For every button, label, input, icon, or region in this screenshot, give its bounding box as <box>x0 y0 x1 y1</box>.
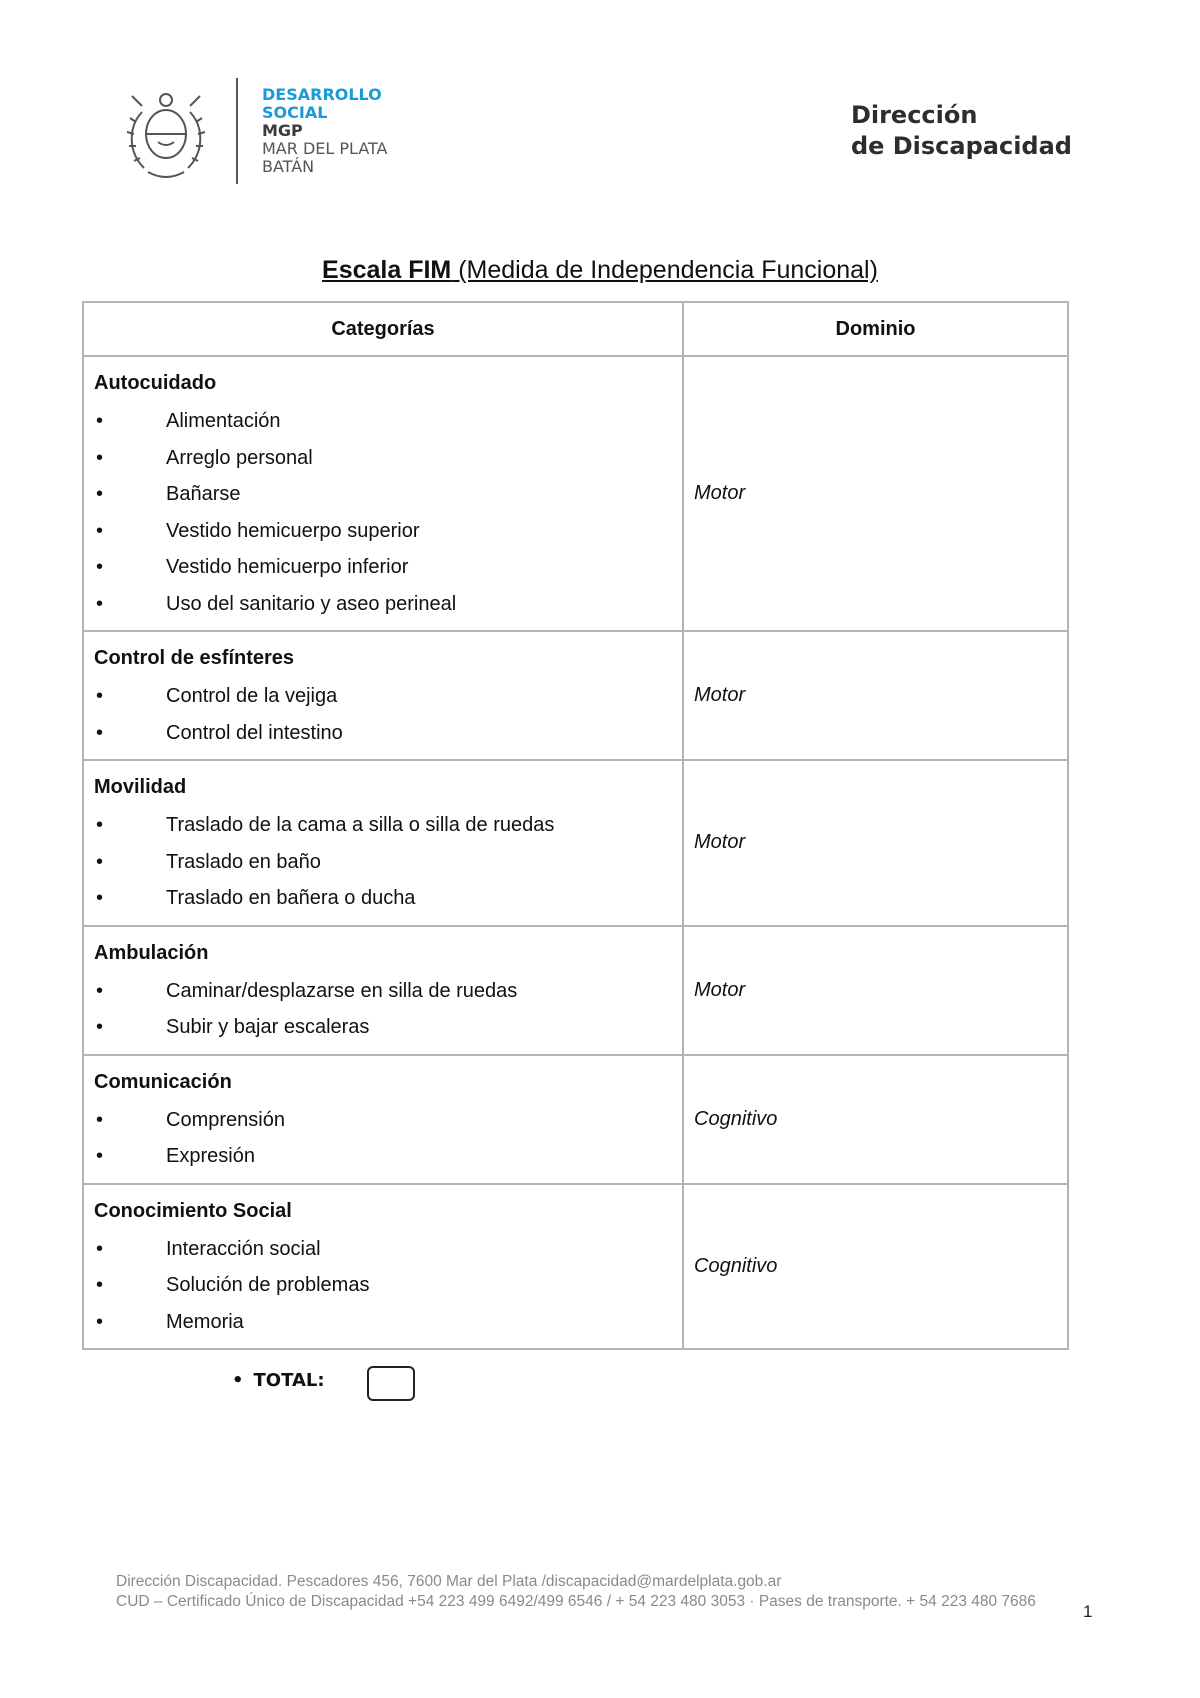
list-item <box>94 513 672 550</box>
item-label: Bañarse <box>166 483 241 505</box>
total-line <box>232 1370 325 1391</box>
list-item <box>94 440 672 477</box>
item-label: Subir y bajar escaleras <box>166 1016 370 1038</box>
category-cell <box>83 356 683 631</box>
bullet-icon: • <box>232 1370 244 1391</box>
item-label: Alimentación <box>166 410 281 432</box>
item-label: Control de la vejiga <box>166 685 338 707</box>
item-list <box>94 1231 672 1341</box>
category-title: Comunicación <box>94 1070 232 1093</box>
list-item <box>94 1009 672 1046</box>
title-rest: (Medida de Independencia Funcional) <box>451 256 878 284</box>
list-item <box>94 1267 672 1304</box>
direction-line: Dirección <box>850 101 978 129</box>
list-item <box>94 549 672 586</box>
item-list <box>94 1102 672 1175</box>
item-list <box>94 973 672 1046</box>
list-item <box>94 1231 672 1268</box>
title-bold: Escala FIM <box>322 256 452 284</box>
item-label: Uso del sanitario y aseo perineal <box>166 592 457 615</box>
list-item <box>94 1138 672 1175</box>
item-label: Solución de problemas <box>166 1274 370 1296</box>
list-item <box>94 1304 672 1341</box>
direction-title <box>851 100 1072 162</box>
bullet-icon: • <box>96 556 104 578</box>
table-row <box>83 1184 1068 1350</box>
bullet-icon: • <box>96 721 104 744</box>
category-title: Conocimiento Social <box>94 1199 292 1222</box>
footer-line: Dirección Discapacidad. Pescadores 456, 7600 Mar del Plata /discapacidad@mardelplata.gob.ar <box>116 1573 782 1590</box>
table-row <box>83 926 1068 1055</box>
domain-cell: Cognitivo <box>683 1055 1068 1184</box>
item-label: Arreglo personal <box>166 446 313 469</box>
item-label: Control del intestino <box>166 721 343 744</box>
column-header: Categorías <box>83 302 683 356</box>
item-label: Traslado en baño <box>166 850 321 873</box>
domain-cell: Motor <box>683 926 1068 1055</box>
bullet-icon: • <box>96 592 104 615</box>
page-title <box>0 256 1200 285</box>
bullet-icon: • <box>96 1016 104 1038</box>
bullet-icon: • <box>96 685 104 707</box>
category-title: Movilidad <box>94 776 187 798</box>
bullet-icon: • <box>96 1274 104 1296</box>
list-item <box>94 586 672 623</box>
brand-line: SOCIAL <box>262 103 328 122</box>
bullet-icon: • <box>96 1310 104 1333</box>
item-list <box>94 678 672 751</box>
category-cell <box>83 631 683 760</box>
list-item <box>94 1102 672 1139</box>
page-number: 1 <box>1083 1602 1093 1621</box>
bullet-icon: • <box>96 1145 104 1167</box>
list-item <box>94 973 672 1010</box>
bullet-icon: • <box>96 1237 104 1260</box>
item-label: Memoria <box>166 1310 244 1333</box>
coat-of-arms-icon <box>118 82 214 186</box>
table-row <box>83 356 1068 631</box>
item-label: Interacción social <box>166 1237 321 1260</box>
column-header: Dominio <box>683 302 1068 356</box>
domain-cell: Motor <box>683 631 1068 760</box>
category-cell <box>83 1184 683 1350</box>
footer <box>116 1572 1036 1612</box>
table-row <box>83 631 1068 760</box>
domain-cell: Motor <box>683 356 1068 631</box>
list-item <box>94 844 672 881</box>
bullet-icon: • <box>96 979 104 1002</box>
category-title: Control de esfínteres <box>94 647 295 669</box>
table-body <box>83 356 1068 1349</box>
domain-cell: Motor <box>683 760 1068 926</box>
list-item <box>94 403 672 440</box>
bullet-icon: • <box>96 519 104 542</box>
category-cell <box>83 760 683 926</box>
brand-line: MGP <box>262 121 303 140</box>
category-title: Autocuidado <box>94 372 217 394</box>
brand-block <box>262 86 388 176</box>
brand-line: BATÁN <box>262 157 315 176</box>
domain-cell: Cognitivo <box>683 1184 1068 1350</box>
brand-line: MAR DEL PLATA <box>262 139 388 158</box>
list-item <box>94 880 672 917</box>
bullet-icon: • <box>96 814 104 836</box>
item-list <box>94 807 672 917</box>
category-cell <box>83 1055 683 1184</box>
list-item <box>94 678 672 715</box>
footer-line: CUD – Certificado Único de Discapacidad +54 223 499 6492/499 6546 / + 54 223 480 3053 · Pases de transporte. + 54 223 480 7686 <box>116 1593 1036 1610</box>
item-label: Vestido hemicuerpo inferior <box>166 556 409 578</box>
category-title: Ambulación <box>94 941 209 964</box>
bullet-icon: • <box>96 483 104 505</box>
bullet-icon: • <box>96 410 104 432</box>
total-input[interactable] <box>367 1366 415 1401</box>
item-label: Expresión <box>166 1145 255 1167</box>
list-item <box>94 715 672 752</box>
divider <box>236 78 238 184</box>
table-row <box>83 760 1068 926</box>
item-list <box>94 403 672 622</box>
list-item <box>94 807 672 844</box>
fim-table <box>82 301 1069 1350</box>
item-label: Traslado de la cama a silla o silla de ruedas <box>166 814 555 836</box>
table-row <box>83 1055 1068 1184</box>
item-label: Caminar/desplazarse en silla de ruedas <box>166 979 518 1002</box>
letterhead <box>0 0 1200 200</box>
item-label: Comprensión <box>166 1108 285 1131</box>
bullet-icon: • <box>96 446 104 469</box>
total-label: TOTAL: <box>253 1370 325 1391</box>
table-header-row <box>83 302 1068 356</box>
item-label: Traslado en bañera o ducha <box>166 887 416 909</box>
bullet-icon: • <box>96 850 104 873</box>
item-label: Vestido hemicuerpo superior <box>166 519 420 542</box>
bullet-icon: • <box>96 887 104 909</box>
bullet-icon: • <box>96 1108 104 1131</box>
brand-line: DESARROLLO <box>262 85 382 104</box>
direction-line: de Discapacidad <box>850 132 1072 160</box>
category-cell <box>83 926 683 1055</box>
list-item <box>94 476 672 513</box>
